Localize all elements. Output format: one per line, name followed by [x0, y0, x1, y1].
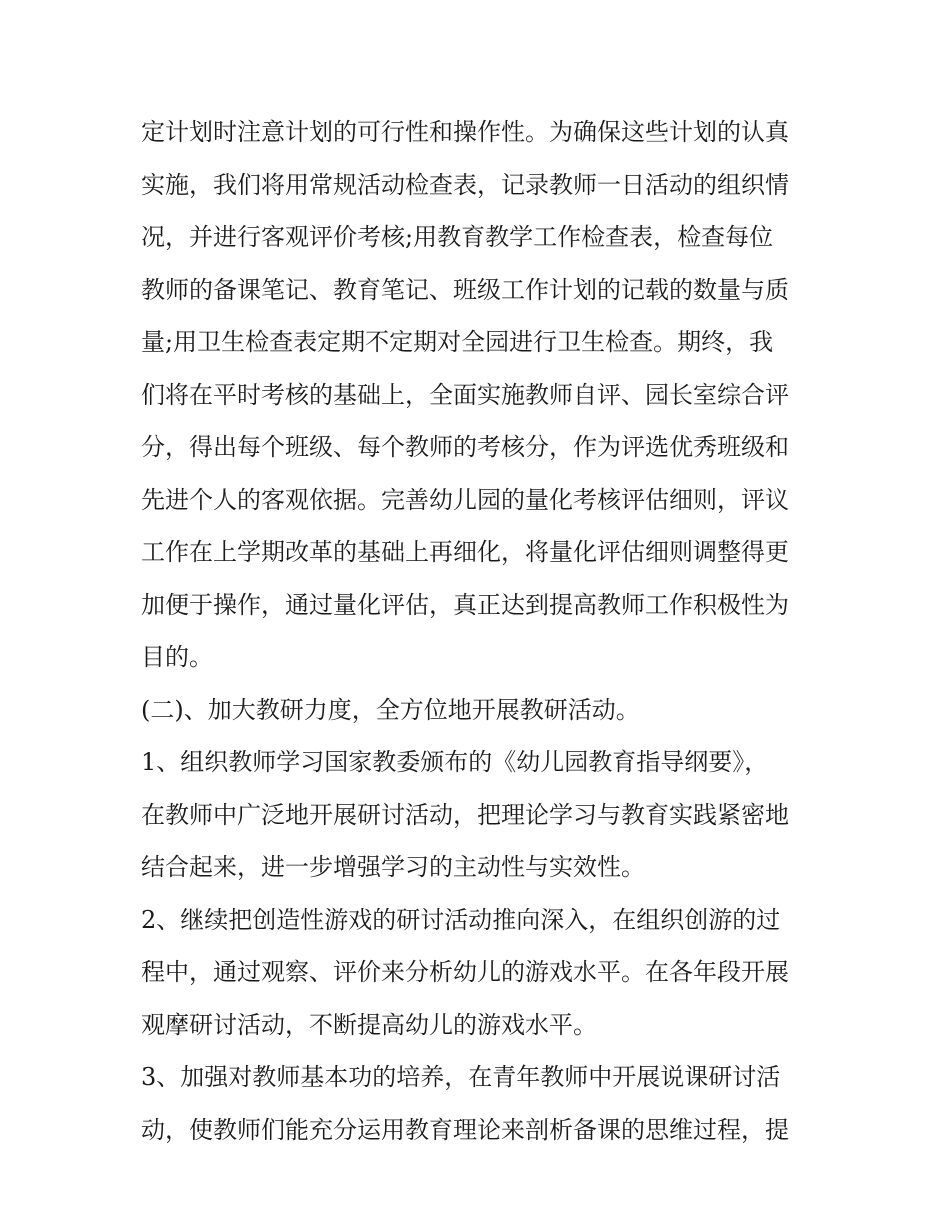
list-item-2: 2、继续把创造性游戏的研讨活动推向深入，在组织创游的过 — [141, 905, 781, 934]
text-line: 在教师中广泛地开展研讨活动，把理论学习与教育实践紧密地 — [141, 800, 789, 829]
text-line: 结合起来，进一步增强学习的主动性与实效性。 — [141, 853, 645, 881]
list-item-3: 3、加强对教师基本功的培养，在青年教师中开展说课研讨活 — [141, 1063, 781, 1091]
section-heading: (二)、加大教研力度，全方位地开展教研活动。 — [141, 695, 640, 724]
text-line: 观摩研讨活动，不断提高幼儿的游戏水平。 — [141, 1010, 597, 1039]
list-item-1: 1、组织教师学习国家教委颁布的《幼儿园教育指导纲要》， — [141, 748, 769, 776]
text-line: 加便于操作，通过量化评估，真正达到提高教师工作积极性为 — [141, 590, 789, 619]
text-line: 动，使教师们能充分运用教育理论来剖析备课的思维过程，提 — [141, 1115, 789, 1144]
text-line: 工作在上学期改革的基础上再细化，将量化评估细则调整得更 — [141, 538, 789, 566]
text-line: 定计划时注意计划的可行性和操作性。为确保这些计划的认真 — [141, 118, 789, 146]
text-line: 程中，通过观察、评价来分析幼儿的游戏水平。在各年段开展 — [141, 958, 789, 986]
text-line: 目的。 — [141, 643, 213, 671]
text-line: 况，并进行客观评价考核;用教育教学工作检查表，检查每位 — [141, 223, 774, 251]
text-line: 先进个人的客观依据。完善幼儿园的量化考核评估细则，评议 — [141, 485, 789, 514]
text-line: 分，得出每个班级、每个教师的考核分，作为评选优秀班级和 — [141, 433, 789, 461]
body-text — [141, 106, 821, 1156]
text-line: 实施，我们将用常规活动检查表，记录教师一日活动的组织情 — [141, 170, 789, 199]
text-line: 量;用卫生检查表定期不定期对全园进行卫生检查。期终，我 — [141, 328, 774, 356]
text-line: 们将在平时考核的基础上，全面实施教师自评、园长室综合评 — [141, 380, 789, 409]
text-line: 教师的备课笔记、教育笔记、班级工作计划的记载的数量与质 — [141, 275, 789, 304]
